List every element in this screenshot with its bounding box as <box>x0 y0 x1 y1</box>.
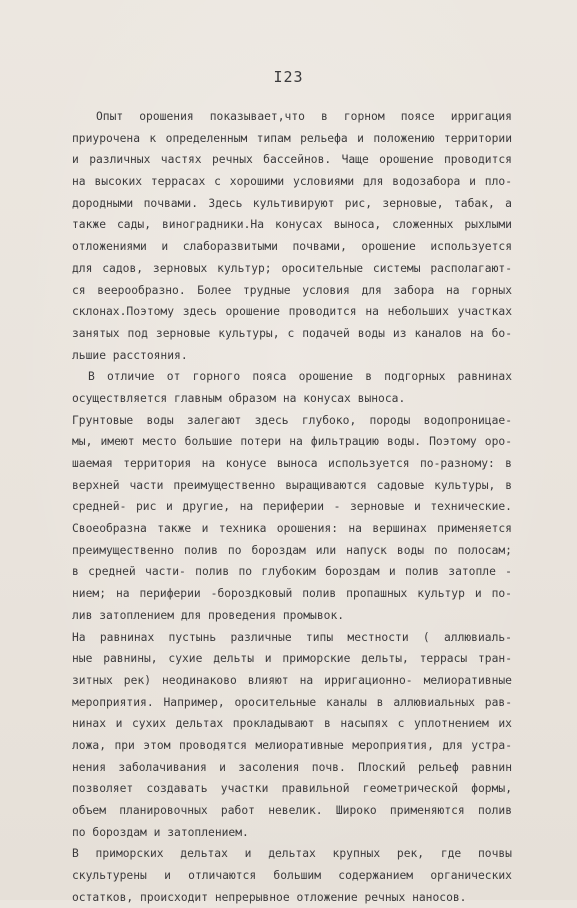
text-line: В отличие от горного пояса орошение в подгорных равнинах <box>88 370 512 384</box>
text-line: отложениями и слаборазвитыми почвами, орошение используется <box>72 240 512 254</box>
text-line: ложа, при этом проводятся мелиоративные мероприятия, для устра- <box>72 738 512 752</box>
text-line: для садов, зерновых культур; оросительные системы располагают- <box>72 261 512 275</box>
text-line: в средней части- полив по глубоким бороздам и полив затопле - <box>72 565 512 579</box>
text-line: лив затоплением для проведения промывок. <box>72 608 345 622</box>
text-line: скультурены и отличаются большим содержанием органических <box>72 869 512 883</box>
text-line: дородными почвами. Здесь культивируют рис, зерновые, табак, а <box>72 196 512 210</box>
text-line: ся веерообразно. Более трудные условия для забора на горных <box>72 283 512 297</box>
text-line: нием; на периферии -бороздковый полив пропашных культур и по- <box>72 587 512 601</box>
text-line: ные равнины, сухие дельты и приморские дельты, террасы тран- <box>72 652 512 666</box>
text-line: мы, имеют место большие потери на фильтрацию воды. Поэтому оро- <box>72 435 512 449</box>
paragraph <box>72 410 512 627</box>
text-line: остатков, происходит непрерывное отложение речных наносов. <box>72 890 467 904</box>
text-line: объем планировочных работ невелик. Широко применяются полив <box>72 804 512 817</box>
text-line: по бороздам и затоплением. <box>72 825 249 839</box>
text-line: осуществляется главным образом на конусах выноса. <box>72 391 406 405</box>
text-line: мероприятия. Например, оросительные каналы в аллювиальных рав- <box>72 695 512 709</box>
text-line: шаемая территория на конусе выноса используется по-разному: в <box>72 457 512 470</box>
text-line: На равнинах пустынь различные типы местности ( аллювиаль- <box>72 630 512 644</box>
text-line: приурочена к определенным типам рельефа и положению территории <box>72 131 512 145</box>
paragraph <box>72 627 512 844</box>
paragraph <box>72 366 512 409</box>
text-line: нения заболачивания и засоления почв. Плоский рельеф равнин <box>72 760 512 774</box>
text-line: средней- рис и другие, на периферии - зерновые и технические. <box>72 500 512 514</box>
text-line: занятых под зерновые культуры, с подачей воды из каналов на бо- <box>72 326 512 340</box>
text-line: склонах.Поэтому здесь орошение проводится на небольших участках <box>72 305 512 319</box>
text-line: зитных рек) неодинаково влияют на ирригационно- мелиоративные <box>72 673 512 687</box>
text-line: позволяет создавать участки правильной геометрической формы, <box>72 782 512 796</box>
text-line: на высоких террасах с хорошими условиями для водозабора и пло- <box>72 175 512 189</box>
text-line: Опыт орошения показывает,что в горном поясе ирригация <box>96 110 512 123</box>
body-text <box>72 106 512 908</box>
text-line: нинах и сухих дельтах прокладывают в насыпях с уплотнением их <box>72 717 512 731</box>
text-line: верхней части преимущественно выращиваются садовые культуры, в <box>72 478 512 492</box>
text-line: преимущественно полив по бороздам или напуск воды по полосам; <box>72 543 512 557</box>
text-line: В приморских дельтах и дельтах крупных рек, где почвы <box>72 847 512 861</box>
text-line: Грунтовые воды залегают здесь глубоко, породы водопроницае- <box>72 413 512 427</box>
text-line: и различных частях речных бассейнов. Чаще орошение проводится <box>72 153 512 167</box>
page-number: I23 <box>273 68 304 86</box>
text-line: льшие расстояния. <box>72 348 188 362</box>
text-line: Своеобразна также и техника орошения: на вершинах применяется <box>72 522 512 536</box>
paragraph <box>72 843 512 908</box>
paragraph <box>72 106 512 366</box>
text-line: также сады, виноградники.На конусах выноса, сложенных рыхлыми <box>72 218 512 232</box>
